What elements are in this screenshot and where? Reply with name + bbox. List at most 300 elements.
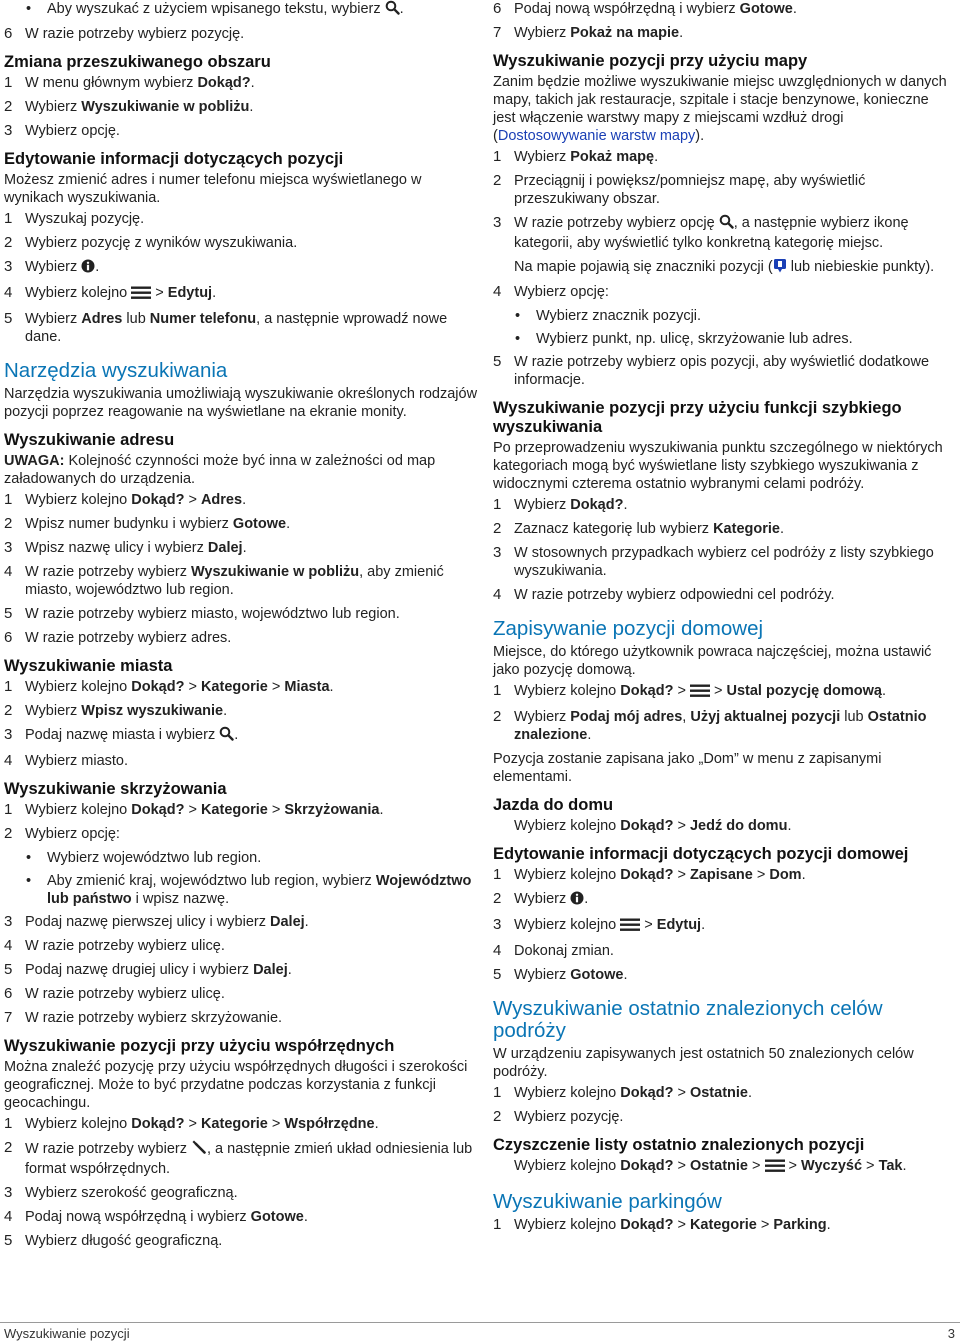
step-item <box>4 629 478 647</box>
step-item <box>4 605 478 623</box>
emphasis-term: Ostatnie <box>689 1158 748 1174</box>
bullet-item <box>4 872 478 908</box>
bullet-marker: • <box>515 308 521 324</box>
step-number: 1 <box>493 1216 502 1233</box>
subsection-heading: Wyszukiwanie pozycji przy użyciu współrzędnych <box>4 1037 395 1055</box>
text-run: > <box>267 1116 285 1132</box>
step-item <box>4 563 478 599</box>
step-item <box>4 801 478 819</box>
text-run: > <box>184 802 201 818</box>
text-run: Kolejność czynności może być inna w zależności od map załadowanych do urządzenia. <box>4 453 436 487</box>
step-number: 5 <box>4 1232 13 1249</box>
step-number: 5 <box>493 353 502 370</box>
step-item <box>4 310 478 346</box>
text-run: Wybierz kolejno <box>25 679 132 695</box>
step-number: 2 <box>4 515 13 532</box>
emphasis-term: Kategorie <box>200 1116 268 1132</box>
text-run: > <box>756 1217 774 1233</box>
emphasis-term: Dokąd? <box>620 867 674 883</box>
text-run: Przeciągnij i powiększ/pomniejsz mapę, aby wyświetlić przeszukiwany obszar. <box>514 173 866 207</box>
text-run: . <box>399 1 404 17</box>
text-run: . <box>223 703 228 719</box>
text-run: . <box>242 492 247 508</box>
step-number: 2 <box>493 708 502 725</box>
emphasis-term: Użyj aktualnej pozycji <box>690 709 841 725</box>
text-run: . <box>801 867 806 883</box>
subsection-heading: Wyszukiwanie pozycji przy użyciu mapy <box>493 52 808 70</box>
step-item <box>4 825 478 843</box>
step-item <box>4 937 478 955</box>
emphasis-term: Dokąd? <box>131 679 185 695</box>
cross-reference-link[interactable]: Dostosowywanie warstw mapy <box>497 128 696 144</box>
step-number: 3 <box>493 214 502 231</box>
text-run: . <box>303 1209 308 1225</box>
bullet-marker: • <box>26 1 32 17</box>
text-run: Wybierz kolejno <box>514 683 621 699</box>
text-run: Można znaleźć pozycję przy użyciu współrzędnych długości i szerokości geograficznej. Może to być przydatne podczas korzystania z funkcji geocachingu. <box>4 1059 468 1111</box>
step-item <box>493 172 955 208</box>
step-item <box>493 148 955 166</box>
emphasis-term: Parking <box>773 1217 827 1233</box>
emphasis-term: Zapisane <box>689 867 753 883</box>
right-column <box>493 0 955 1240</box>
text-run: W razie potrzeby wybierz opis pozycji, aby wyświetlić dodatkowe informacje. <box>514 354 930 388</box>
step-number: 3 <box>4 726 13 743</box>
text-run: . <box>779 521 784 537</box>
location-pin-icon <box>773 258 787 278</box>
step-item <box>493 708 955 744</box>
text-run: W razie potrzeby wybierz adres. <box>25 630 232 646</box>
step-number: 6 <box>493 0 502 17</box>
emphasis-term: Kategorie <box>200 802 268 818</box>
text-run: ). <box>695 128 705 144</box>
section-heading: Wyszukiwanie parkingów <box>493 1190 722 1213</box>
step-item <box>4 961 478 979</box>
emphasis-term: Edytuj <box>167 285 213 301</box>
footer-section-title: Wyszukiwanie pozycji <box>4 1326 130 1341</box>
emphasis-term: Dokąd? <box>131 1116 185 1132</box>
text-run: . <box>95 259 100 275</box>
step-number: 2 <box>4 98 13 115</box>
text-run: Wybierz <box>514 967 571 983</box>
step-number: 3 <box>4 122 13 139</box>
text-run: Wybierz kolejno <box>514 917 621 933</box>
emphasis-term: Jedź do domu <box>689 818 788 834</box>
emphasis-term: Kategorie <box>689 1217 757 1233</box>
instruction-line <box>493 817 955 835</box>
text-run: W razie potrzeby wybierz ulicę. <box>25 986 225 1002</box>
text-run: > <box>862 1158 879 1174</box>
text-run: i wpisz nazwę. <box>131 891 230 907</box>
step-item <box>493 682 955 702</box>
step-number: 1 <box>4 1115 13 1132</box>
paragraph <box>493 750 955 786</box>
text-run: > <box>709 683 727 699</box>
text-run: > <box>184 492 201 508</box>
step-item <box>493 1084 955 1102</box>
emphasis-term: Wyczyść <box>801 1158 863 1174</box>
section-heading: Narzędzia wyszukiwania <box>4 359 228 382</box>
step-item <box>4 1139 478 1178</box>
step-item <box>4 122 478 140</box>
text-run: . <box>679 25 684 41</box>
menu-icon <box>620 917 640 936</box>
step-number: 4 <box>493 283 502 300</box>
text-run: . <box>249 99 254 115</box>
text-run: Wybierz kolejno <box>25 1116 132 1132</box>
text-run: Wybierz kolejno <box>514 818 621 834</box>
emphasis-term: Dalej <box>253 962 288 978</box>
step-number: 1 <box>4 491 13 508</box>
text-run: W razie potrzeby wybierz <box>25 1141 191 1157</box>
step-item <box>4 985 478 1003</box>
text-run: . <box>584 891 589 907</box>
emphasis-term: Dokąd? <box>620 1158 674 1174</box>
text-run: Wybierz <box>25 259 82 275</box>
subsection-heading: Jazda do domu <box>493 796 614 814</box>
step-number: 4 <box>4 284 13 301</box>
instruction-line <box>493 1157 955 1177</box>
emphasis-term: Wyszukiwanie w pobliżu <box>81 99 250 115</box>
text-run: . <box>286 516 291 532</box>
text-run: lub <box>840 709 868 725</box>
step-item <box>493 353 955 389</box>
text-run: Wybierz <box>514 709 571 725</box>
bullet-marker: • <box>515 331 521 347</box>
text-run: , a następnie wybierz ikonę kategorii, aby wyświetlić tylko konkretną kategorię miejsc. <box>514 215 909 251</box>
step-number: 6 <box>4 25 13 42</box>
text-run: Możesz zmienić adres i numer telefonu miejsca wyświetlanego w wynikach wyszukiwania. <box>4 172 422 206</box>
emphasis-term: Ostatnie <box>689 1085 748 1101</box>
emphasis-term: Ustal pozycję domową <box>726 683 882 699</box>
text-run: Wybierz <box>514 891 571 907</box>
emphasis-term: Dokąd? <box>570 497 624 513</box>
section-heading: Zapisywanie pozycji domowej <box>493 617 764 640</box>
emphasis-term: Pokaż na mapie <box>570 25 680 41</box>
text-run: W razie potrzeby wybierz pozycję. <box>25 26 245 42</box>
step-number: 3 <box>4 258 13 275</box>
text-run: , aby zmienić miasto, województwo lub region. <box>25 564 444 598</box>
text-run: > <box>752 867 770 883</box>
emphasis-term: Dom <box>769 867 802 883</box>
emphasis-term: Wyszukiwanie w pobliżu <box>191 564 360 580</box>
step-note <box>493 258 955 278</box>
step-number: 1 <box>4 210 13 227</box>
step-item <box>4 1115 478 1133</box>
step-number: 3 <box>4 1184 13 1201</box>
step-number: 4 <box>4 752 13 769</box>
emphasis-term: Tak <box>878 1158 903 1174</box>
emphasis-term: Dalej <box>270 914 305 930</box>
step-number: 2 <box>493 890 502 907</box>
text-run: . <box>234 727 239 743</box>
emphasis-term: Dokąd? <box>131 802 185 818</box>
menu-icon <box>131 285 151 304</box>
text-run: . <box>587 727 592 743</box>
text-run: . <box>379 802 384 818</box>
text-run: > <box>673 1085 690 1101</box>
text-run: > <box>640 917 657 933</box>
text-run: . <box>826 1217 831 1233</box>
step-number: 7 <box>493 24 502 41</box>
step-number: 5 <box>4 961 13 978</box>
emphasis-term: Kategorie <box>200 679 268 695</box>
text-run: . <box>329 679 334 695</box>
step-number: 3 <box>4 913 13 930</box>
text-run: Wybierz kolejno <box>514 1158 621 1174</box>
step-number: 1 <box>493 496 502 513</box>
step-item <box>493 496 955 514</box>
text-run: > <box>184 1116 201 1132</box>
text-run: . <box>623 967 628 983</box>
emphasis-term: Numer telefonu <box>149 311 257 327</box>
text-run: W razie potrzeby wybierz opcję <box>514 215 719 231</box>
emphasis-term: Gotowe <box>250 1209 304 1225</box>
text-run: Narzędzia wyszukiwania umożliwiają wyszukiwanie określonych rodzajów pozycji poprzez reagowanie na wyświetlane na ekranie monity. <box>4 386 478 420</box>
text-run: W razie potrzeby wybierz skrzyżowanie. <box>25 1010 283 1026</box>
text-run: . <box>250 75 255 91</box>
emphasis-term: Dokąd? <box>620 1085 674 1101</box>
text-run: Wybierz opcję: <box>514 284 609 300</box>
text-run: Wybierz województwo lub region. <box>47 850 262 866</box>
text-run: W urządzeniu zapisywanych jest ostatnich 50 znalezionych celów podróży. <box>493 1046 914 1080</box>
step-item <box>4 1232 478 1250</box>
step-item <box>493 942 955 960</box>
emphasis-term: Dokąd? <box>620 1217 674 1233</box>
text-run: Wybierz <box>514 149 571 165</box>
text-run: > <box>673 1217 690 1233</box>
text-run: W razie potrzeby wybierz odpowiedni cel podróży. <box>514 587 835 603</box>
subsection-heading: Wyszukiwanie miasta <box>4 657 173 675</box>
text-run: Zaznacz kategorię lub wybierz <box>514 521 714 537</box>
emphasis-term: Gotowe <box>570 967 624 983</box>
step-number: 1 <box>493 1084 502 1101</box>
text-run: Wybierz <box>25 703 82 719</box>
subsection-heading: Zmiana przeszukiwanego obszaru <box>4 53 271 71</box>
step-number: 5 <box>4 310 13 327</box>
text-run: Wybierz <box>514 497 571 513</box>
text-run: . <box>242 540 247 556</box>
text-run: Wybierz punkt, np. ulicę, skrzyżowanie lub adres. <box>536 331 853 347</box>
emphasis-term: Miasta <box>284 679 330 695</box>
text-run: Wybierz długość geograficzną. <box>25 1233 223 1249</box>
info-icon <box>570 891 584 910</box>
bullet-marker: • <box>26 850 32 866</box>
step-item <box>493 283 955 301</box>
text-run: . <box>747 1085 752 1101</box>
text-run: W razie potrzeby wybierz ulicę. <box>25 938 225 954</box>
text-run: > <box>673 1158 690 1174</box>
text-run: Aby zmienić kraj, województwo lub region, wybierz <box>47 873 376 889</box>
text-run: Wybierz <box>25 99 82 115</box>
text-run: , <box>682 709 691 725</box>
text-run: Wybierz szerokość geograficzną. <box>25 1185 238 1201</box>
step-item <box>4 491 478 509</box>
step-number: 1 <box>4 678 13 695</box>
step-number: 3 <box>4 539 13 556</box>
text-run: Wybierz kolejno <box>25 285 132 301</box>
text-run: > <box>747 1158 765 1174</box>
paragraph <box>493 73 955 145</box>
emphasis-term: Podaj mój adres <box>570 709 683 725</box>
emphasis-term: Pokaż mapę <box>570 149 655 165</box>
bullet-item <box>4 849 478 867</box>
text-run: Na mapie pojawią się znaczniki pozycji ( <box>514 259 773 275</box>
paragraph <box>4 171 478 207</box>
step-item <box>4 913 478 931</box>
subsection-heading: Edytowanie informacji dotyczących pozycji <box>4 150 344 168</box>
step-item <box>4 726 478 746</box>
text-run: , a następnie zmień układ odniesienia lub format współrzędnych. <box>25 1141 473 1177</box>
step-number: 2 <box>493 172 502 189</box>
text-run: . <box>787 818 792 834</box>
text-run: > <box>673 683 690 699</box>
step-number: 2 <box>493 1108 502 1125</box>
step-number: 1 <box>493 148 502 165</box>
emphasis-term: Adres <box>200 492 243 508</box>
step-item <box>4 678 478 696</box>
step-number: 4 <box>4 1208 13 1225</box>
step-number: 2 <box>4 702 13 719</box>
text-run: > <box>267 802 285 818</box>
text-run: Podaj nową współrzędną i wybierz <box>25 1209 251 1225</box>
subsection-heading: Wyszukiwanie pozycji przy użyciu funkcji szybkiego wyszukiwania <box>493 399 902 436</box>
step-item <box>493 890 955 910</box>
emphasis-term: Adres <box>81 311 123 327</box>
step-item <box>493 520 955 538</box>
text-run: , a następnie wprowadź nowe dane. <box>25 311 448 345</box>
subsection-heading: Wyszukiwanie adresu <box>4 431 175 449</box>
text-run: . <box>701 917 706 933</box>
step-item <box>4 98 478 116</box>
text-run: Pozycja zostanie zapisana jako „Dom” w menu z zapisanymi elementami. <box>493 751 882 785</box>
step-item <box>4 25 478 43</box>
step-item <box>4 1208 478 1226</box>
text-run: Po przeprowadzeniu wyszukiwania punktu szczególnego w niektórych kategoriach mogą być wyświetlane listy szybkiego wyszukiwania z widocznymi czterema ostatnio wybranymi celami podróży. <box>493 440 943 492</box>
text-run: Podaj nazwę drugiej ulicy i wybierz <box>25 962 254 978</box>
step-number: 1 <box>493 866 502 883</box>
text-run: > <box>151 285 168 301</box>
step-number: 6 <box>4 985 13 1002</box>
paragraph <box>4 452 478 488</box>
info-icon <box>81 259 95 278</box>
step-number: 1 <box>4 801 13 818</box>
paragraph <box>4 385 478 421</box>
text-run: . <box>654 149 659 165</box>
text-run: . <box>374 1116 379 1132</box>
step-item <box>493 966 955 984</box>
step-number: 2 <box>4 825 13 842</box>
text-run: W menu głównym wybierz <box>25 75 198 91</box>
step-number: 2 <box>4 234 13 251</box>
emphasis-term: Dalej <box>207 540 243 556</box>
step-item <box>4 284 478 304</box>
text-run: Wybierz miasto. <box>25 753 129 769</box>
emphasis-term: Dokąd? <box>620 818 674 834</box>
step-item <box>493 1216 955 1234</box>
step-number: 4 <box>493 586 502 603</box>
paragraph <box>4 1058 478 1112</box>
step-number: 1 <box>4 74 13 91</box>
text-run: Wybierz pozycję. <box>514 1109 624 1125</box>
subsection-heading: Edytowanie informacji dotyczących pozycji domowej <box>493 845 909 863</box>
text-run: Wpisz nazwę ulicy i wybierz <box>25 540 208 556</box>
step-number: 5 <box>493 966 502 983</box>
text-run: > <box>784 1158 802 1174</box>
section-heading: Wyszukiwanie ostatnio znalezionych celów podróży <box>493 997 883 1042</box>
text-run: . <box>212 285 217 301</box>
bullet-marker: • <box>26 873 32 889</box>
left-column <box>4 0 478 1256</box>
bullet-item <box>493 330 955 348</box>
text-run: Dokonaj zmian. <box>514 943 614 959</box>
emphasis-term: Dokąd? <box>131 492 185 508</box>
text-run: W razie potrzeby wybierz miasto, województwo lub region. <box>25 606 400 622</box>
text-run: Wybierz <box>514 25 571 41</box>
step-number: 4 <box>493 942 502 959</box>
step-item <box>493 24 955 42</box>
bullet-item <box>493 307 955 325</box>
step-item <box>493 866 955 884</box>
step-number: 7 <box>4 1009 13 1026</box>
step-number: 3 <box>493 916 502 933</box>
bullet-item <box>4 0 478 20</box>
step-number: 3 <box>493 544 502 561</box>
text-run: . <box>882 683 887 699</box>
menu-icon <box>765 1158 785 1177</box>
text-run: Wyszukaj pozycję. <box>25 211 145 227</box>
emphasis-term: Gotowe <box>739 1 793 17</box>
text-run: Wybierz kolejno <box>514 867 621 883</box>
text-run: lub niebieskie punkty). <box>786 259 935 275</box>
emphasis-term: Gotowe <box>232 516 287 532</box>
step-number: 2 <box>493 520 502 537</box>
text-run: . <box>304 914 309 930</box>
step-number: 1 <box>493 682 502 699</box>
step-item <box>4 1184 478 1202</box>
emphasis-term: Województwo lub państwo <box>47 873 472 907</box>
step-item <box>4 752 478 770</box>
text-run: Podaj nową współrzędną i wybierz <box>514 1 740 17</box>
step-item <box>493 544 955 580</box>
step-number: 2 <box>4 1139 13 1156</box>
text-run: Wybierz znacznik pozycji. <box>536 308 702 324</box>
text-run: Wybierz kolejno <box>514 1085 621 1101</box>
emphasis-term: Edytuj <box>656 917 702 933</box>
text-run: Wybierz kolejno <box>514 1217 621 1233</box>
text-run: Wybierz kolejno <box>25 492 132 508</box>
paragraph <box>493 643 955 679</box>
text-run: Wybierz pozycję z wyników wyszukiwania. <box>25 235 298 251</box>
step-item <box>4 1009 478 1027</box>
step-number: 4 <box>4 937 13 954</box>
search-icon <box>719 214 734 234</box>
step-item <box>493 586 955 604</box>
text-run: Zanim będzie możliwe wyszukiwanie miejsc uwzględnionych w danych mapy, takich jak restauracje, szpitale i stacje benzynowe, konieczne jest włączenie warstwy mapy z miejscami wzdłuż drogi ( <box>493 74 947 144</box>
text-run: Miejsce, do którego użytkownik powraca najczęściej, można ustawić jako pozycję domową. <box>493 644 932 678</box>
step-item <box>4 234 478 252</box>
text-run: > <box>673 818 690 834</box>
step-item <box>4 74 478 92</box>
text-run: Wpisz numer budynku i wybierz <box>25 516 233 532</box>
text-run: Wybierz opcję: <box>25 826 120 842</box>
emphasis-term: Dokąd? <box>620 683 674 699</box>
subsection-heading: Wyszukiwanie skrzyżowania <box>4 780 227 798</box>
text-run: lub <box>122 311 150 327</box>
step-item <box>4 210 478 228</box>
search-icon <box>219 726 234 746</box>
text-run: . <box>287 962 292 978</box>
